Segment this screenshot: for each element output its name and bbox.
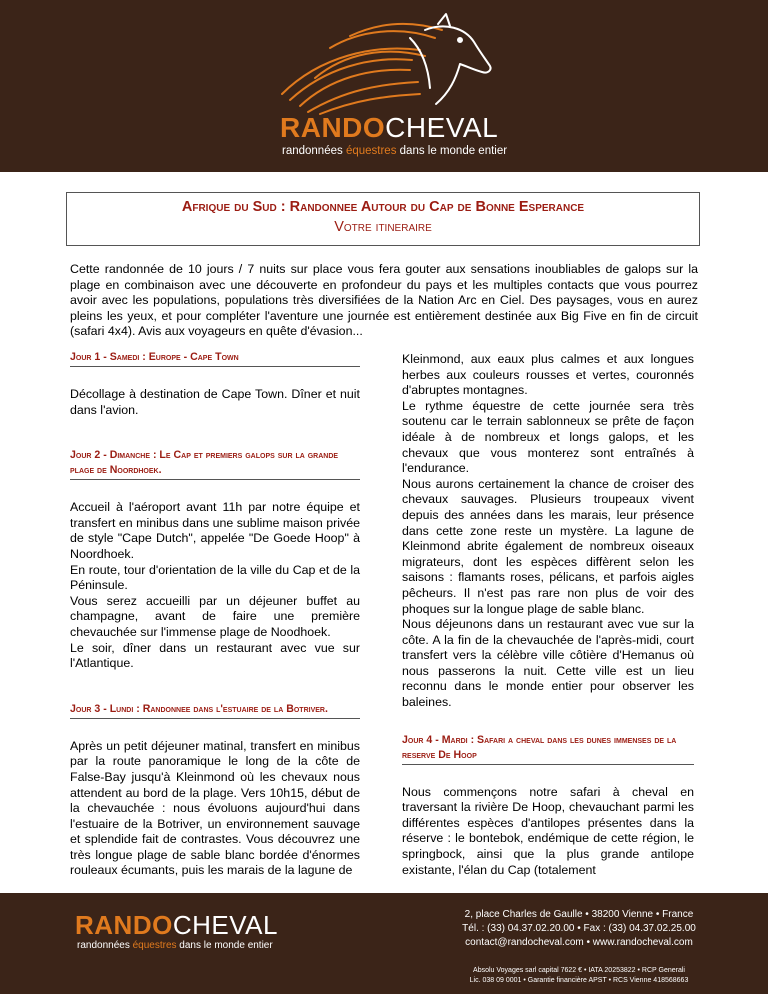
day2-heading: Jour 2 - Dimanche : Le Cap et premiers galops sur la grande plage de Noordhoek.	[70, 448, 360, 480]
header-logo	[260, 8, 510, 168]
left-column	[70, 350, 360, 879]
right-column	[402, 352, 694, 878]
tagline-pre: randonnées	[282, 145, 346, 157]
day3-continued-text: Kleinmond, aux eaux plus calmes et aux longues herbes aux couleurs rousses et vertes, couronnés d'abruptes montagnes. Le rythme équestre de cette journée sera très soutenu car le terrain sablonneux se prête de façon idéale à de nombreux et longs galops, et les chevaux que vous monterez sont entraînés à l'endurance. Nous aurons certainement la chance de croiser des chevaux sauvages. Plusieurs troupeaux vivent depuis des années dans les marais, leur présence dans cette zone reste un mystère. La lagune de Kleinmond abrite également de nombreux oiseaux migrateurs, dont les espèces diffèrent selon les saisons : flamants roses, pélicans, et parfois aigles pêcheurs. Il n'est pas rare non plus de voir des phoques sur la longue plage de sable blanc. Nous déjeunons dans un restaurant avec vue sur la côte. A la fin de la chevauchée de l'après-midi, court transfert vers la célèbre ville côtière d'Hemanus où nous passerons la nuit. Cette ville est un lieu reconnu dans le monde entier pour observer les baleines.	[402, 352, 694, 710]
footer-legal	[420, 966, 738, 985]
day3-text: Après un petit déjeuner matinal, transfert en minibus par la route panoramique le long de la côte de False-Bay jusqu'à Kleinmond où les chevaux nous attendent au bord de la plage. Vers 10h15, début de la chevauchée : nous évoluons aujourd'hui dans l'estuaire de la Botriver, un environnement sauvage et splendide fait de contrastes. Vous découvrez une très longue plage de sable blanc bordée d'énormes rouleaux écumants, puis les marais de la lagune de	[70, 738, 360, 878]
legal-line-2: Lic. 038 09 0001 • Garantie financière APST • RCS Vienne 418568663	[469, 976, 689, 984]
intro-paragraph: Cette randonnée de 10 jours / 7 nuits sur place vous fera gouter aux sensations inoubliables de galops sur la plage en combinaison avec une découverte en profondeur du pays et les multiples contacts que vous pourrez avoir avec les populations, populations très diversifiées de la Nation Arc en Ciel. Des paysages, vous en aurez pleins les yeux, et pour compléter l'aventure une journée est entièrement destinée aux Big Five en fin de circuit (safari 4x4). Avis aux voyageurs en quête d'évasion...	[70, 262, 698, 339]
day1-heading: Jour 1 - Samedi : Europe - Cape Town	[70, 350, 360, 367]
header-band	[0, 0, 768, 172]
phone-fax-line: Tél. : (33) 04.37.02.20.00 • Fax : (33) 04.37.02.25.00	[462, 923, 696, 934]
footer-brand-cheval: CHEVAL	[172, 910, 278, 940]
footer-brand-wordmark	[75, 910, 278, 941]
address-line: 2, place Charles de Gaulle • 38200 Vienne • France	[464, 909, 694, 920]
brand-tagline	[282, 145, 507, 157]
footer-tagline-pre: randonnées	[77, 940, 133, 951]
tagline-post: dans le monde entier	[396, 145, 508, 157]
contact-line: contact@randocheval.com • www.randocheval.com	[465, 937, 693, 948]
brand-cheval: CHEVAL	[385, 112, 499, 143]
day4-heading: Jour 4 - Mardi : Safari a cheval dans les dunes immenses de la reserve De Hoop	[402, 733, 694, 765]
brand-rando: RANDO	[280, 112, 386, 143]
footer-tagline-equestres: équestres	[132, 940, 177, 951]
title-box	[66, 192, 700, 246]
footer-tagline-post: dans le monde entier	[176, 940, 273, 951]
day2-text: Accueil à l'aéroport avant 11h par notre équipe et transfert en minibus dans une sublime maison privée de style "Cape Dutch", appelée "De Goede Hoop" à Noordhoek. En route, tour d'orientation de la ville du Cap et de la Péninsule. Vous serez accueilli par un déjeuner buffet au champagne, avant de faire une première chevauchée sur l'immense plage de Noodhoek. Le soir, dîner dans un restaurant avec vue sur l'Atlantique.	[70, 500, 360, 671]
day4-text: Nous commençons notre safari à cheval en traversant la rivière De Hoop, chevauchant parmi les différentes espèces d'antilopes présentes dans la réserve : le bontebok, endémique de cette région, le springbock, ainsi que la plus grande antilope existante, l'élan du Cap (totalement	[402, 784, 694, 877]
day3-heading: Jour 3 - Lundi : Randonnee dans l'estuaire de la Botriver.	[70, 702, 360, 719]
footer-tagline	[77, 940, 273, 951]
page-title: Afrique du Sud : Randonnee Autour du Cap de Bonne Esperance	[181, 199, 585, 215]
day1-text: Décollage à destination de Cape Town. Dîner et nuit dans l'avion.	[70, 387, 360, 417]
horse-head-icon	[260, 8, 510, 118]
footer-logo	[75, 910, 295, 960]
brand-wordmark	[280, 112, 498, 144]
legal-line-1: Absolu Voyages sarl capital 7622 € • IATA 20253822 • RCP Generali	[473, 967, 685, 974]
page-subtitle: Votre itineraire	[334, 219, 432, 235]
footer-brand-rando: RANDO	[75, 910, 173, 940]
tagline-equestres: équestres	[345, 145, 397, 157]
footer-address	[420, 908, 738, 950]
